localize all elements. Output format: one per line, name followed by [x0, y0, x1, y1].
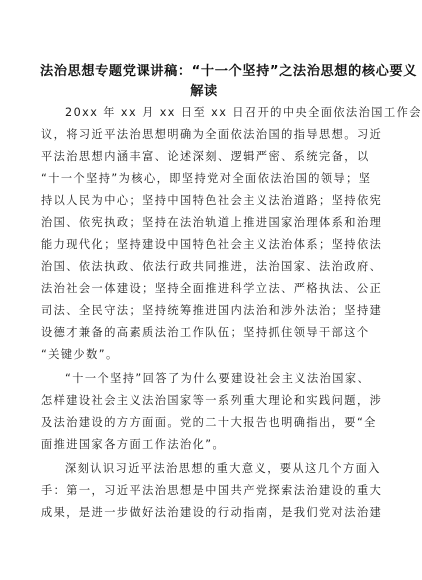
paragraph-1-line-5: 持以人民为中心；坚持中国特色社会主义法治道路；坚持依宪: [41, 194, 383, 207]
paragraph-1-line-6: 治国、依宪执政；坚持在法治轨道上推进国家治理体系和治理: [41, 216, 383, 229]
paragraph-1-line-12: “关键少数”。: [41, 348, 119, 361]
paragraph-1-line-11: 设德才兼备的高素质法治工作队伍；坚持抓住领导干部这个: [41, 326, 370, 339]
document-title-line-2: 解读: [190, 84, 218, 99]
paragraph-2-line-4: 面推进国家各方面工作法治化”。: [41, 438, 226, 451]
paragraph-1-line-2: 议，将习近平法治思想明确为全面依法治国的指导思想。习近: [41, 128, 383, 141]
paragraph-1-line-9: 法治社会一体建设；坚持全面推进科学立法、严格执法、公正: [41, 282, 383, 295]
paragraph-1-line-1: 20xx 年 xx 月 xx 日至 xx 日召开的中央全面依法治国工作会: [65, 106, 422, 119]
paragraph-3-line-1: 深刻认识习近平法治思想的重大意义，要从这几个方面入: [65, 462, 381, 475]
document-title-line-1: 法治思想专题党课讲稿：“十一个坚持”之法治思想的核心要义: [40, 64, 418, 79]
paragraph-1-line-10: 司法、全民守法；坚持统筹推进国内法治和涉外法治；坚持建: [41, 304, 383, 317]
paragraph-1-line-8: 治国、依法执政、依法行政共同推进，法治国家、法治政府、: [41, 260, 383, 273]
paragraph-2-line-2: 怎样建设社会主义法治国家等一系列重大理论和实践问题，涉: [41, 394, 383, 407]
paragraph-1-line-4: “十一个坚持”为核心，即坚持党对全面依法治国的领导；坚: [41, 172, 372, 185]
paragraph-3-line-3: 成果，是进一步做好法治建设的行动指南，是我们党对法治建: [41, 506, 383, 519]
paragraph-1-line-7: 能力现代化；坚持建设中国特色社会主义法治体系；坚持依法: [41, 238, 383, 251]
paragraph-2-line-1: “十一个坚持”回答了为什么要建设社会主义法治国家、: [65, 372, 371, 385]
paragraph-3-line-2: 手：第一，习近平法治思想是中国共产党探索法治建设的重大: [41, 484, 383, 497]
paragraph-1-line-3: 平法治思想内涵丰富、论述深刻、逻辑严密、系统完备，以: [41, 150, 370, 163]
paragraph-2-line-3: 及法治建设的方方面面。党的二十大报告也明确指出，要“全: [41, 416, 377, 429]
